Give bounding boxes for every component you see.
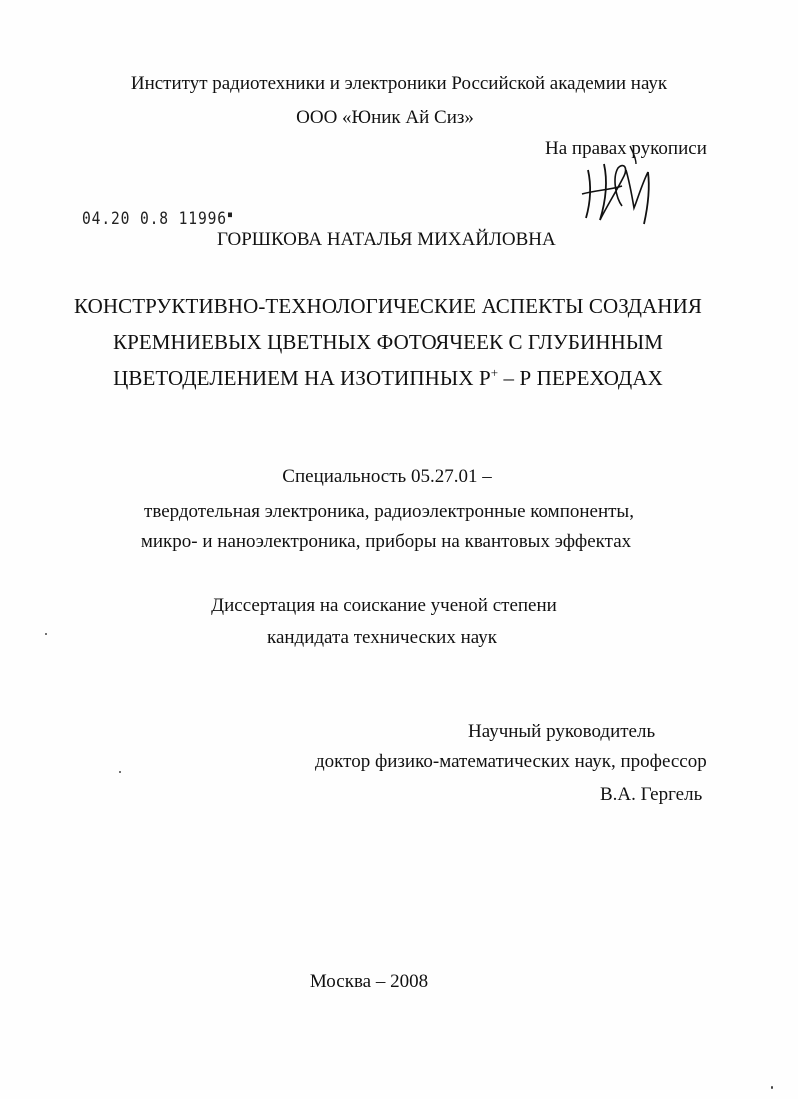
advisor-name: В.А. Гергель bbox=[600, 784, 703, 805]
institute-name: Институт радиотехники и электроники Российской академии наук bbox=[130, 73, 668, 94]
title-superscript: + bbox=[490, 365, 499, 380]
specialty-field-2: микро- и наноэлектроника, приборы на квантовых эффектах bbox=[140, 531, 632, 552]
author-name: ГОРШКОВА НАТАЛЬЯ МИХАЙЛОВНА bbox=[217, 229, 556, 250]
manuscript-rights-note: На правах рукописи bbox=[545, 138, 707, 159]
title-line-2: КРЕМНИЕВЫХ ЦВЕТНЫХ ФОТОЯЧЕЕК С ГЛУБИННЫМ bbox=[112, 330, 664, 354]
title-line-3 bbox=[0, 365, 776, 391]
advisor-degree: доктор физико-математических наук, профессор bbox=[315, 751, 707, 772]
specialty-field-1: твердотельная электроника, радиоэлектронные компоненты, bbox=[144, 501, 634, 522]
company-name: ООО «Юник Ай Сиз» bbox=[296, 107, 474, 128]
title-line-3-suffix: – Р ПЕРЕХОДАХ bbox=[498, 366, 663, 390]
title-line-1: КОНСТРУКТИВНО-ТЕХНОЛОГИЧЕСКИЕ АСПЕКТЫ СОЗДАНИЯ bbox=[74, 294, 702, 318]
scan-speck bbox=[45, 633, 47, 635]
advisor-label: Научный руководитель bbox=[468, 721, 656, 742]
handwritten-signature bbox=[578, 140, 662, 226]
city-year: Москва – 2008 bbox=[309, 971, 429, 992]
library-stamp bbox=[82, 207, 234, 229]
scan-speck bbox=[771, 1086, 773, 1089]
dissertation-purpose: Диссертация на соискание ученой степени bbox=[211, 595, 557, 616]
stamp-code: 04.20 0.8 11996 bbox=[82, 209, 227, 229]
stamp-mark-icon: ▪ bbox=[226, 207, 235, 221]
scan-speck bbox=[119, 771, 121, 773]
dissertation-degree: кандидата технических наук bbox=[267, 627, 497, 648]
title-line-3-prefix: ЦВЕТОДЕЛЕНИЕМ НА ИЗОТИПНЫХ Р bbox=[113, 366, 491, 390]
specialty-code: Специальность 05.27.01 – bbox=[282, 466, 492, 487]
